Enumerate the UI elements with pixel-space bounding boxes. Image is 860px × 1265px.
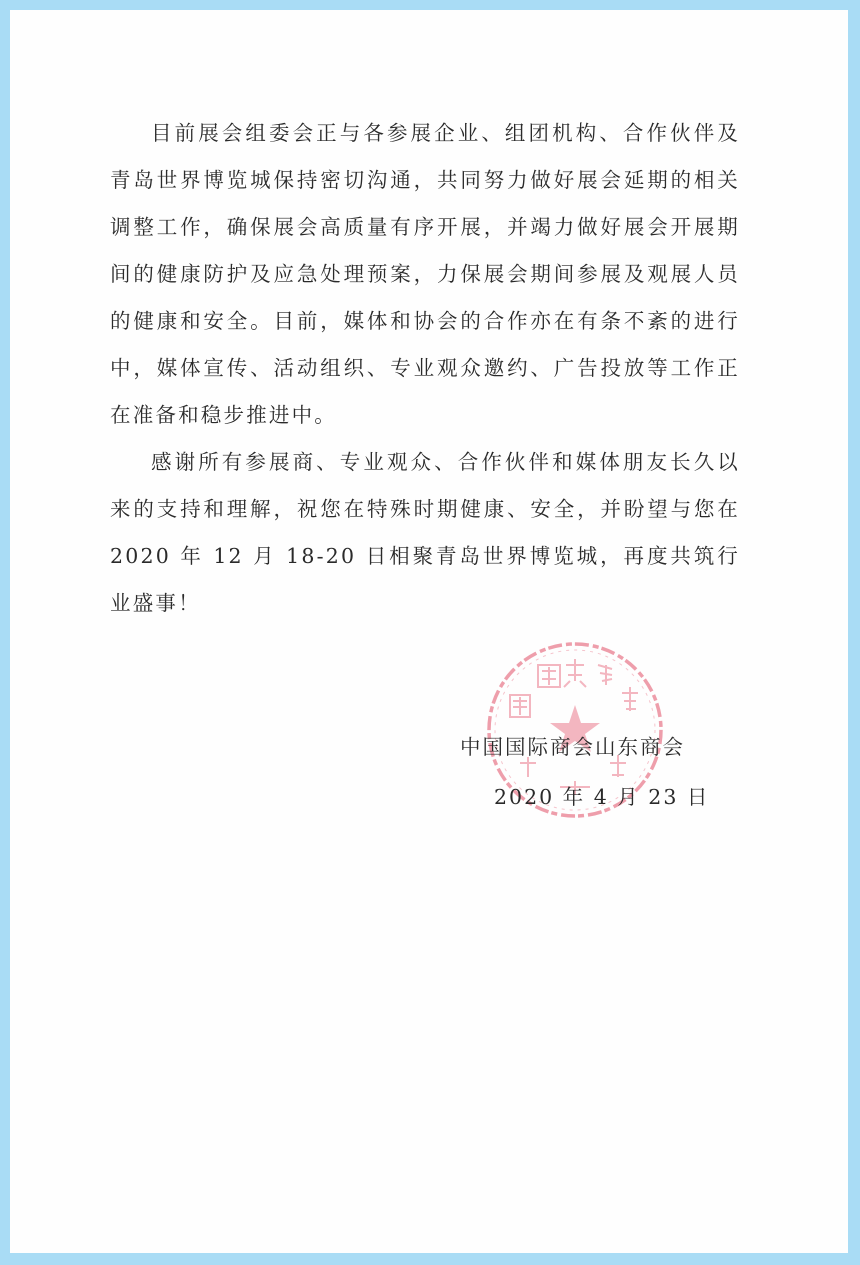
letter-body — [110, 110, 740, 627]
signer-organization: 中国国际商会山东商会 — [460, 735, 685, 759]
letter-paragraph-1: 目前展会组委会正与各参展企业、组团机构、合作伙伴及青岛世界博览城保持密切沟通，共同努力做好展会延期的相关调整工作，确保展会高质量有序开展，并竭力做好展会开展期间的健康防护及应急处理预案，力保展会期间参展及观展人员的健康和安全。目前，媒体和协会的合作亦在有条不紊的进行中，媒体宣传、活动组织、专业观众邀约、广告投放等工作正在准备和稳步推进中。 — [110, 121, 740, 427]
letter-date: 2020 年 4 月 23 日 — [494, 785, 710, 809]
letter-page — [10, 10, 848, 1253]
letter-paragraph-2: 感谢所有参展商、专业观众、合作伙伴和媒体朋友长久以来的支持和理解，祝您在特殊时期健康、安全，并盼望与您在 2020 年 12 月 18-20 日相聚青岛世界博览城，再度共筑行业盛事！ — [110, 450, 740, 615]
